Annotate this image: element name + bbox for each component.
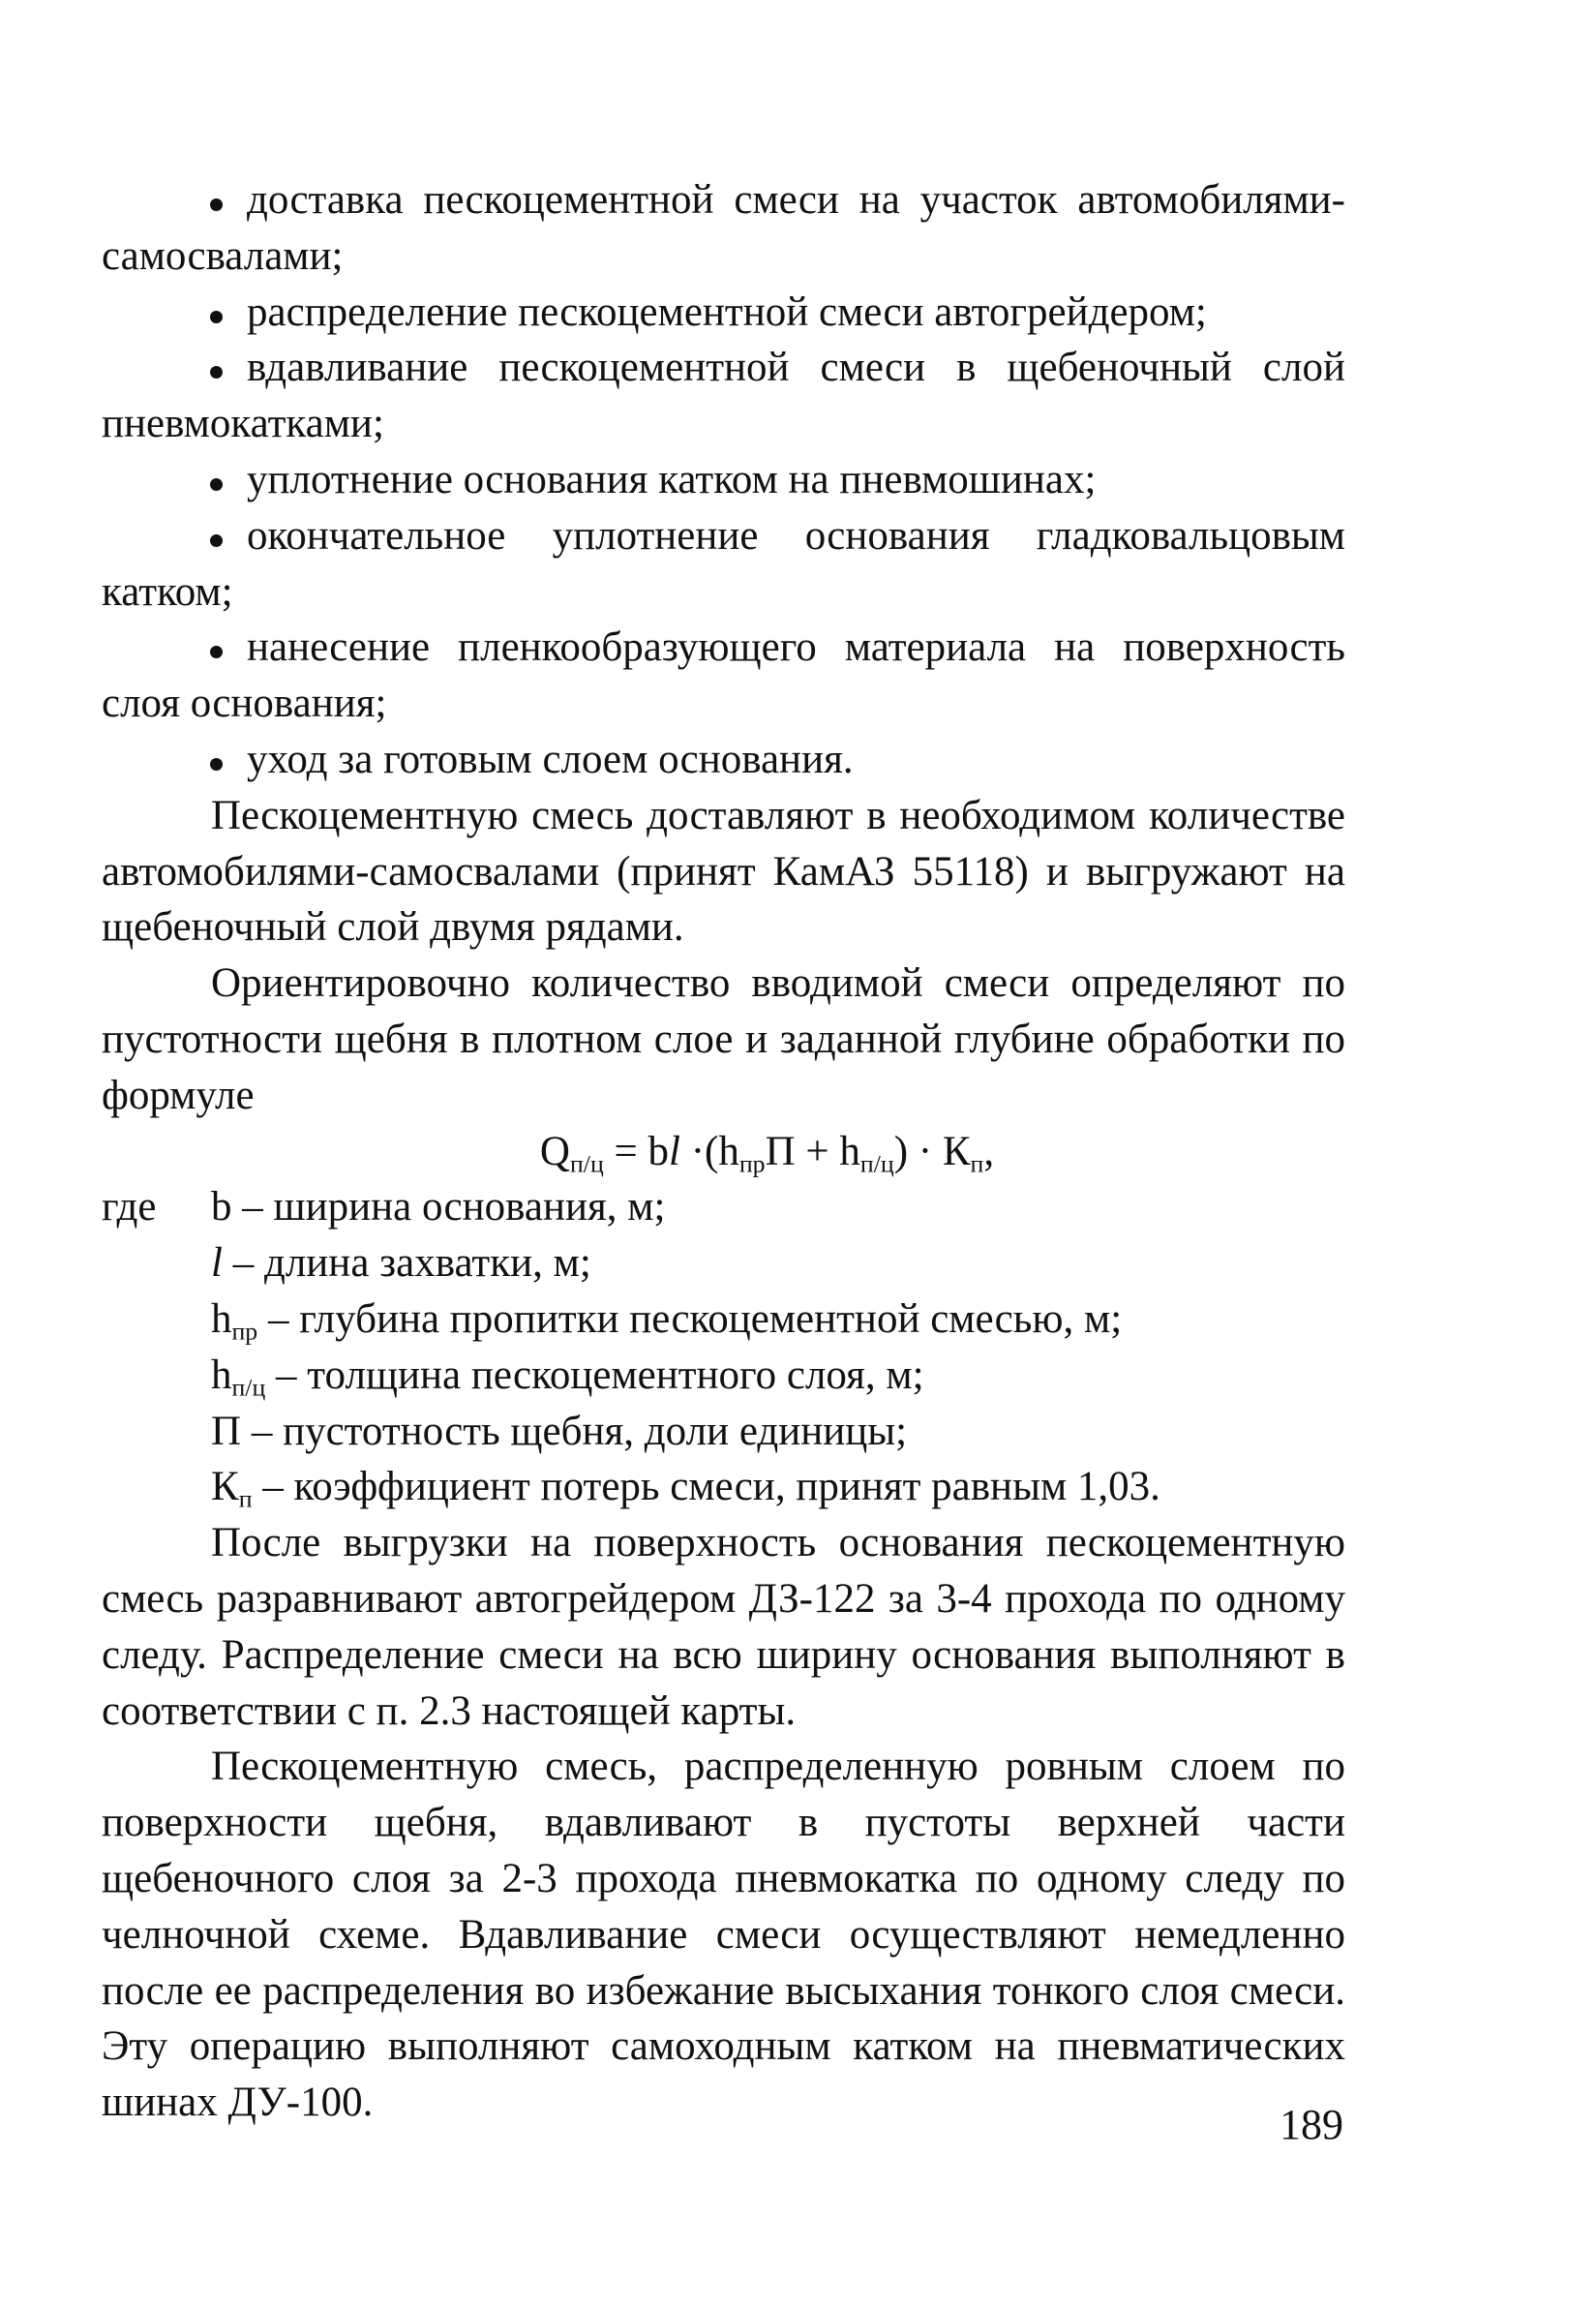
definitions-list — [102, 1179, 1345, 1515]
paragraph-quantity: Ориентировочно количество вводимой смеси определяют по пустотности щебня в плотном слое и заданной глубине обработки по формуле — [102, 960, 1345, 1118]
definition-row: $h_{пр}$ – глубина пропитки пескоцементной смесью, м; — [211, 1295, 1123, 1346]
formula: $Q_{п/ц}$ = bl $\cdot(h_{пр}П + h_{п/ц}) \cdot К_п$, — [539, 1128, 995, 1178]
bullet-item-delivery: доставка пескоцементной смеси на участок автомобилями-самосвалами; — [102, 172, 1345, 285]
bullet-item-care: уход за готовым слоем основания. — [102, 732, 1345, 788]
definition-row: где b – ширина основания, м; — [102, 1179, 1345, 1235]
page-number: 189 — [1280, 2101, 1343, 2148]
bullet-item-film-coating: нанесение пленкообразующего материала на поверхность слоя основания; — [102, 620, 1345, 732]
bullet-item-distribution: распределение пескоцементной смеси автогрейдером; — [102, 285, 1345, 341]
bullet-item-compaction: уплотнение основания катком на пневмошинах; — [102, 452, 1345, 508]
page-text — [102, 172, 1345, 2131]
definition-row: П – пустотность щебня, доли единицы; — [211, 1408, 908, 1454]
bullet-item-pressing: вдавливание пескоцементной смеси в щебеночный слой пневмокатками; — [102, 340, 1345, 452]
where-label: где — [102, 1184, 157, 1230]
paragraph-leveling: После выгрузки на поверхность основания пескоцементную смесь разравнивают автогрейдером ДЗ-122 за 3-4 прохода по одному следу. Распределение смеси на всю ширину основания выполняют в соответствии с п. 2.3 настоящей карты. — [102, 1520, 1345, 1734]
bullet-item-final-compaction: окончательное уплотнение основания гладковальцовым катком; — [102, 508, 1345, 621]
paragraph-delivery: Пескоцементную смесь доставляют в необходимом количестве автомобилями-самосвалами (принят КамАЗ 55118) и выгружают на щебеночный слой двумя рядами. — [102, 792, 1345, 951]
definition-row: l – длина захватки, м; — [211, 1240, 591, 1287]
paragraph-pressing: Пескоцементную смесь, распределенную ровным слоем по поверхности щебня, вдавливают в пустоты верхней части щебеночного слоя за 2-3 прохода пневмокатка по одному следу по челночной схеме. Вдавливание смеси осуществляют немедленно после ее распределения во избежание высыхания тонкого слоя смеси. Эту операцию выполняют самоходным катком на пневматических шинах ДУ-100. — [102, 1744, 1345, 2126]
definition-row: $К_п$ – коэффициент потерь смеси, принят равным 1,03. — [211, 1464, 1160, 1514]
definition-row: $h_{п/ц}$ – толщина пескоцементного слоя, м; — [211, 1352, 924, 1402]
